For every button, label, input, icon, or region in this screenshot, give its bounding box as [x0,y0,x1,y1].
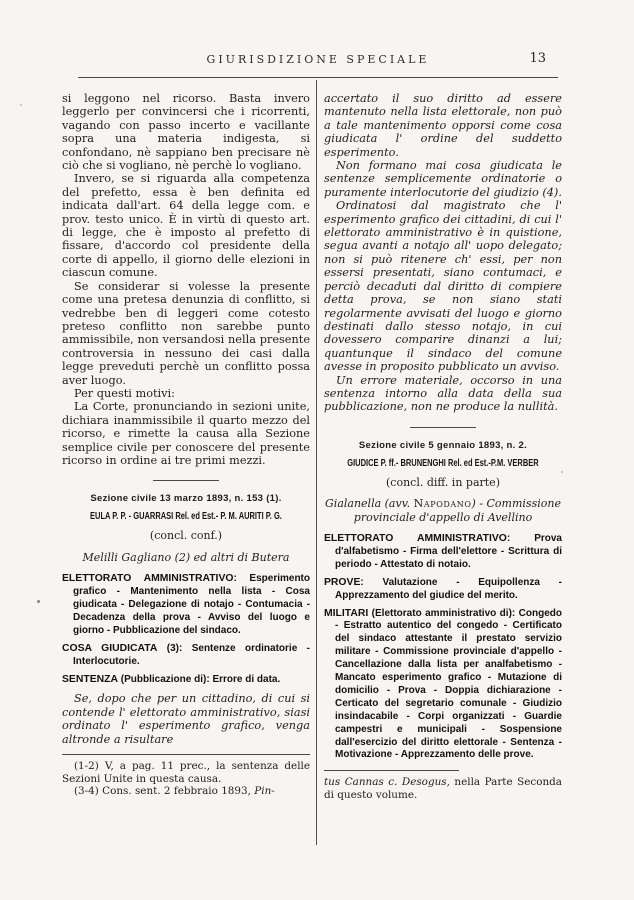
case-conclusion: (concl. diff. in parte) [386,475,500,489]
column-divider-rule [316,80,317,845]
headnote-entry [62,573,310,638]
paragraph: Se considerar si volesse la presente come una pretesa denunzia di conflitto, si vedrebbe ben di leggeri come cotesto preteso conflitto non sarebbe punto ammissibile, non versandosi nella presente controversia in nessuno dei casi dalla legge preveduti perchè un conflitto possa aver luogo. [62,279,310,387]
headnote-entry [324,533,562,572]
section-separator-rule [153,480,219,481]
page-number: 13 [529,51,546,66]
footnote [62,785,310,798]
headnote-text: (Elettorato amministrativo di): Congedo - Estratto autentico del congedo - Certificato del sindaco attestante il prestato servizio militare - Commissione provinciale d'appello - Cancellazione dalla lista per analfabetismo - Mancato esperimento grafico - Mutazione di domicilio - Prova - Doppia dichiarazione - Certicato del segretario comunale - Giudizio insindacabile - Corpi organizzati - Guardie campestri e municipali - Sospensione dall'esercizio del diritto elettorale - Sentenza - Motivazione - Apprezzamento delle prove. [335,607,562,761]
page-header-title: GIURISDIZIONE SPECIALE [206,53,430,66]
right-column [324,92,562,802]
holding-paragraph: Se, dopo che per un cittadino, di cui si contende l' elettorato amministrativo, siasi ordinato l' esperimento grafico, venga altronde a risultare [62,692,310,746]
case-judges-line: GIUDICE P. ff.- BRUNENGHI Rel. ed Est.-P.M. VERBER [347,457,539,469]
footnote-text: (1-2) V, a pag. 11 prec., la sentenza delle Sezioni Unite in questa causa. [62,760,310,785]
case-parties: Melilli Gagliano (2) ed altri di Butera [82,550,290,564]
headnote-text: : Esperimento grafico - Mantenimento nella lista - Cosa giudicata - Delegazione di notajo - Contumacia - Decadenza della prova - Avviso del luogo e giorno - Pubblicazione del sindaco. [73,573,310,636]
footnote-rule [62,754,310,755]
paragraph: Invero, se si riguarda alla competenza del prefetto, essa è ben definita ed indicata dall'art. 64 della legge com. e prov. testo unico. È in virtù di questo art. di legge, che è imposto al prefetto di fissare, d'accordo col presidente della corte di appello, il giorno delle elezioni in ciascun comune. [62,172,310,280]
case-parties-text: ) - Commissione provinciale d'appello di Avellino [353,497,561,524]
headnote-entry [62,674,310,687]
footnote-italic: Pin- [254,785,275,798]
paragraph: Non formano mai cosa giudicata le sentenze semplicemente ordinatorie o puramente interlocutorie del giudizio (4). [324,159,562,199]
headnote-entry [324,608,562,763]
footnote-continuation [324,776,562,801]
scan-speck [37,600,40,603]
headnote-term: MILITARI [324,607,369,619]
paragraph: La Corte, pronunciando in sezioni unite, dichiara inammissibile il quarto mezzo del ricorso, e rimette la causa alla Sezione semplice civile per conoscere del presente ricorso in ordine ai tre primi mezzi. [62,400,310,467]
paragraph: accertato il suo diritto ad essere mantenuto nella lista elettorale, non può a tale mantenimento opporsi come cosa giudicata l' ordine del suddetto esperimento. [324,92,562,159]
case-date-line: Sezione civile 13 marzo 1893, n. 153 (1). [90,493,282,505]
headnote-entry [62,643,310,669]
left-column [62,92,310,798]
headnote-term: COSA GIUDICATA [62,642,158,654]
case-parties [324,497,562,524]
header-rule [78,77,558,78]
case-judges-line: EULA P. P. - GUARRASI Rel. ed Est.- P. M. AURITI P. G. [90,511,282,523]
headnote-term: ELETTORATO AMMINISTRATIVO [62,573,234,585]
footnote-rule [324,770,459,771]
scan-speck [561,471,563,473]
headnote-term: ELETTORATO AMMINISTRATIVO [324,532,507,544]
footnote [62,760,310,785]
headnote-entry [324,577,562,603]
section-separator-rule [410,427,476,428]
footnote-italic: tus Cannas c. Desogus [324,776,447,789]
headnote-text: : Valutazione - Equipollenza - Apprezzamento del giudice del merito. [335,576,562,601]
case-parties-smallcaps: Napodano [413,497,472,511]
footnote-text: , nella Parte Seconda di questo volume. [324,776,562,801]
case-date-line: Sezione civile 5 gennaio 1893, n. 2. [358,439,528,451]
headnote-text: : Prova d'alfabetismo - Firma dell'elettore - Scrittura di periodo - Attestato di notaio. [335,532,562,570]
headnote-term: SENTENZA [62,673,118,685]
case-conclusion: (concl. conf.) [149,529,223,543]
headnote-text: (Pubblicazione di): Errore di data. [118,673,281,685]
paragraph: Per questi motivi: [74,386,175,400]
paragraph: Ordinatosi dal magistrato che l' esperimento grafico dei cittadini, di cui l' elettorato amministrativo è in quistione, segua avanti a notajo all' uopo delegato; non si può ritenere ch' essi, per non essersi presentati, siano contumaci, e perciò decaduti dal diritto di compiere detta prova, se non siano stati regolarmente avvisati del luogo e giorno destinati dallo stesso notajo, in cui dovessero comparire dinanzi a lui; quantunque il sindaco del comune avesse in proposito pubblicato un avviso. [324,199,562,374]
running-head [78,53,558,73]
paragraph: si leggono nel ricorso. Basta invero leggerlo per convincersi che i ricorrenti, vagando con passo incerto e vacillante sopra una materia indigesta, si confondano, nè sappiano ben precisare nè ciò che si vogliano, nè perchè lo vogliano. [62,92,310,173]
headnote-term: PROVE [324,576,361,588]
paragraph: Un errore materiale, occorso in una sentenza intorno alla data della sua pubblicazione, non ne produce la nullità. [324,373,562,414]
case-parties-text: Gialanella (avv. [325,497,414,511]
footnote-text: (3-4) Cons. sent. 2 febbraio 1893, [74,785,255,798]
headnote-text: (3): Sentenze ordinatorie - Interlocutorie. [73,642,311,667]
scan-speck [20,104,22,106]
